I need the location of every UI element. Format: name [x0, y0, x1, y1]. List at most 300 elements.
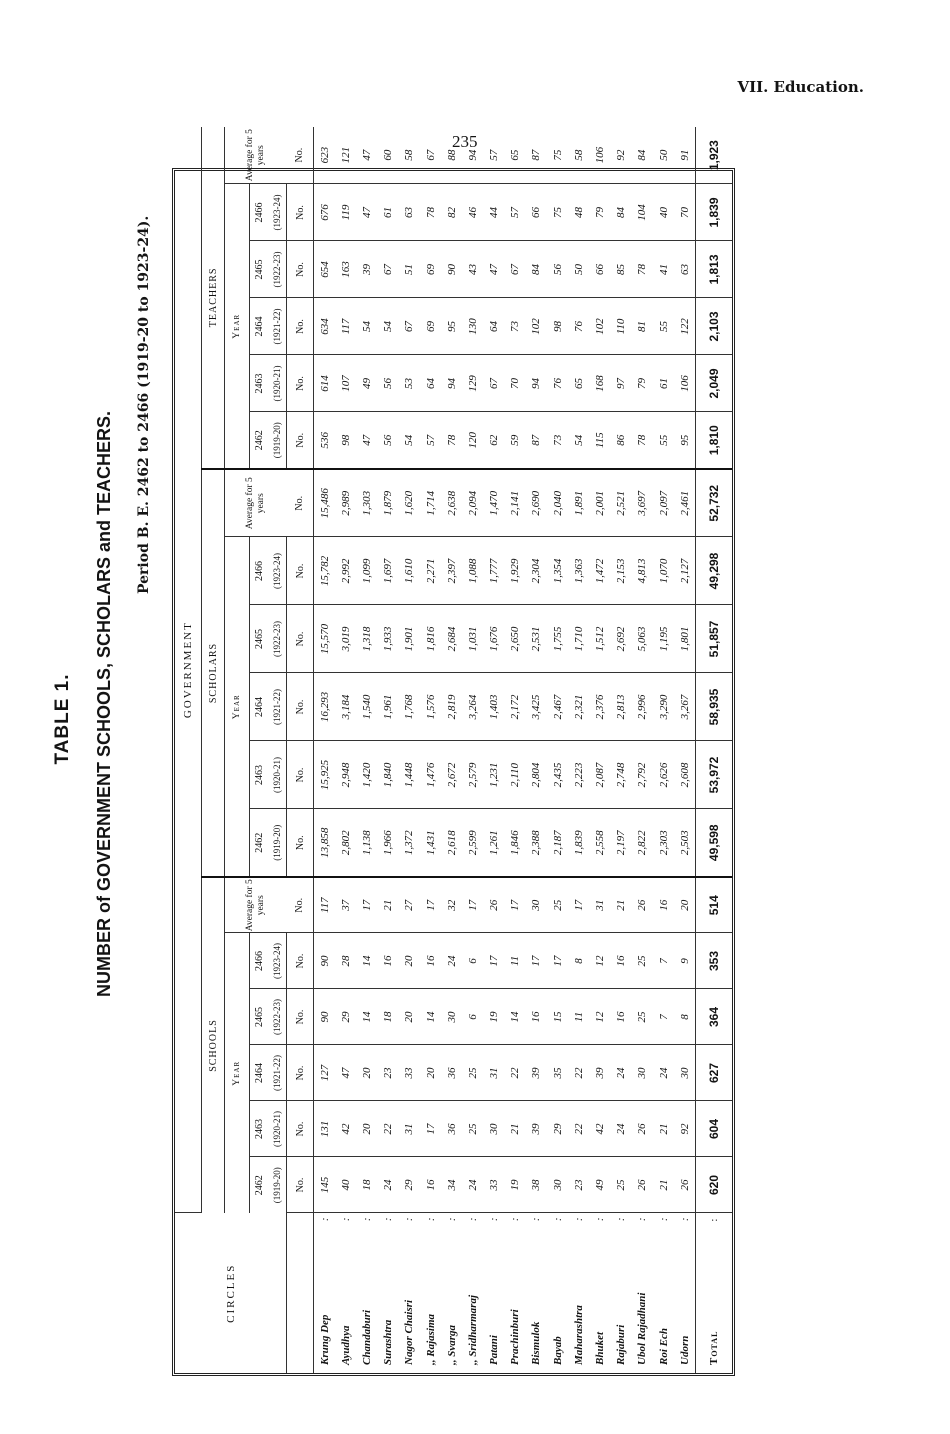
teachers-cell: 84 [632, 127, 653, 184]
schools-cell: 25 [611, 1157, 632, 1213]
schools-year-ce-2462: (1919-20) [268, 1157, 287, 1213]
teachers-cell: 94 [441, 355, 462, 412]
scholars-cell: 1,363 [568, 537, 589, 605]
scholars-cell: 1,512 [589, 605, 610, 673]
schools-cell: 8 [674, 989, 696, 1045]
scholars-cell: 1,839 [568, 809, 589, 877]
teachers-cell: 676 [314, 184, 336, 241]
teachers-cell: 102 [589, 298, 610, 355]
schools-cell: 18 [356, 1157, 377, 1213]
circle-label: Nagor Chaisri [403, 1299, 416, 1365]
scholars-year-ce-2463: (1920-21) [268, 741, 287, 809]
schools-cell: 39 [526, 1045, 547, 1101]
scholars-cell: 1,472 [589, 537, 610, 605]
scholars-year-ce-2466: (1923-24) [268, 537, 287, 605]
teachers-cell: 536 [314, 412, 336, 469]
leader-dots: : [594, 1217, 607, 1222]
schools-cell: 90 [314, 989, 336, 1045]
scholars-cell: 3,019 [335, 605, 356, 673]
teachers-cell: 90 [441, 241, 462, 298]
teachers-cell: 95 [674, 412, 696, 469]
table-row [335, 127, 356, 1373]
teachers-year-ce-2466: (1923-24) [268, 184, 287, 241]
circle-label: ,, Sridharmaraj [466, 1295, 479, 1365]
circle-label: Roi Ech [657, 1328, 670, 1365]
scholars-cell: 1,431 [420, 809, 441, 877]
scholars-cell: 2,558 [589, 809, 610, 877]
teachers-cell: 62 [484, 412, 505, 469]
teachers-cell: 81 [632, 298, 653, 355]
total-schools-cell: 514 [696, 877, 733, 933]
schools-unit-label: No. [287, 877, 314, 933]
schools-year-ce-2465: (1922-23) [268, 989, 287, 1045]
schools-cell: 31 [484, 1045, 505, 1101]
teachers-cell: 94 [526, 355, 547, 412]
schools-cell: 17 [420, 1101, 441, 1157]
schools-cell: 16 [420, 933, 441, 989]
scholars-cell: 2,303 [653, 809, 674, 877]
teachers-cell: 65 [568, 355, 589, 412]
scholars-cell: 2,672 [441, 741, 462, 809]
scholars-cell: 1,768 [399, 673, 420, 741]
schools-cell: 92 [674, 1101, 696, 1157]
schools-cell: 17 [526, 933, 547, 989]
teachers-cell: 654 [314, 241, 336, 298]
teachers-cell: 106 [674, 355, 696, 412]
scholars-cell: 2,223 [568, 741, 589, 809]
table-row [611, 127, 632, 1373]
teachers-cell: 66 [589, 241, 610, 298]
schools-cell: 14 [505, 989, 526, 1045]
scholars-cell: 2,040 [547, 469, 568, 537]
total-schools-cell: 364 [696, 989, 733, 1045]
scholars-cell: 2,531 [526, 605, 547, 673]
schools-cell: 25 [462, 1101, 483, 1157]
scholars-cell: 2,996 [632, 673, 653, 741]
schools-cell: 20 [674, 877, 696, 933]
schools-cell: 16 [653, 877, 674, 933]
schools-cell: 30 [674, 1045, 696, 1101]
leader-dots: : [636, 1217, 649, 1222]
schools-cell: 22 [505, 1045, 526, 1101]
teachers-unit-label: No. [287, 127, 314, 184]
schools-cell: 26 [674, 1157, 696, 1213]
teachers-cell: 64 [420, 355, 441, 412]
schools-cell: 11 [568, 989, 589, 1045]
units-blank [287, 1213, 314, 1373]
teachers-cell: 78 [441, 412, 462, 469]
teachers-cell: 67 [378, 241, 399, 298]
teachers-unit-label: No. [287, 298, 314, 355]
scholars-cell: 2,690 [526, 469, 547, 537]
teachers-cell: 104 [632, 184, 653, 241]
teachers-cell: 98 [335, 412, 356, 469]
table-row [484, 127, 505, 1373]
scholars-unit-label: No. [287, 469, 314, 537]
circle-label: Bayab [551, 1336, 564, 1365]
schools-cell: 26 [632, 877, 653, 933]
circle-name [378, 1213, 399, 1373]
circle-name [589, 1213, 610, 1373]
scholars-cell: 2,626 [653, 741, 674, 809]
teachers-avg-header: Average for 5 years [225, 127, 287, 184]
schools-cell: 16 [420, 1157, 441, 1213]
teachers-cell: 97 [611, 355, 632, 412]
teachers-cell: 95 [441, 298, 462, 355]
teachers-cell: 61 [378, 184, 399, 241]
teachers-cell: 56 [378, 412, 399, 469]
schools-cell: 6 [462, 989, 483, 1045]
teachers-cell: 57 [505, 184, 526, 241]
teachers-cell: 47 [356, 412, 377, 469]
teachers-cell: 87 [526, 127, 547, 184]
teachers-cell: 54 [568, 412, 589, 469]
table-row [589, 127, 610, 1373]
scholars-cell: 3,267 [674, 673, 696, 741]
leader-dots: : [678, 1217, 691, 1222]
scholars-cell: 2,461 [674, 469, 696, 537]
scholars-cell: 2,087 [589, 741, 610, 809]
teachers-cell: 634 [314, 298, 336, 355]
teachers-cell: 78 [420, 184, 441, 241]
table-row [653, 127, 674, 1373]
total-teachers-cell: 1,813 [696, 241, 733, 298]
schools-cell: 36 [441, 1101, 462, 1157]
teachers-cell: 56 [378, 355, 399, 412]
schools-cell: 14 [356, 933, 377, 989]
schools-cell: 25 [462, 1045, 483, 1101]
schools-year-2464: 2464 [250, 1045, 269, 1101]
schools-cell: 24 [653, 1045, 674, 1101]
circle-label: Ayudhya [339, 1325, 352, 1365]
teachers-cell: 41 [653, 241, 674, 298]
schools-unit-label: No. [287, 933, 314, 989]
scholars-cell: 1,620 [399, 469, 420, 537]
teachers-cell: 63 [399, 184, 420, 241]
teachers-cell: 63 [674, 241, 696, 298]
scholars-cell: 1,031 [462, 605, 483, 673]
scholars-cell: 2,397 [441, 537, 462, 605]
scholars-cell: 1,816 [420, 605, 441, 673]
total-scholars-cell: 58,935 [696, 673, 733, 741]
schools-cell: 18 [378, 989, 399, 1045]
scholars-cell: 2,521 [611, 469, 632, 537]
scholars-cell: 3,697 [632, 469, 653, 537]
scholars-cell: 1,961 [378, 673, 399, 741]
schools-cell: 29 [335, 989, 356, 1045]
schools-cell: 20 [399, 989, 420, 1045]
schools-cell: 20 [399, 933, 420, 989]
scholars-cell: 2,388 [526, 809, 547, 877]
scholars-cell: 2,153 [611, 537, 632, 605]
circle-label: Chandaburi [360, 1309, 373, 1365]
teachers-cell: 614 [314, 355, 336, 412]
scholars-cell: 2,094 [462, 469, 483, 537]
scholars-cell: 1,755 [547, 605, 568, 673]
circle-name [674, 1213, 696, 1373]
table-row [356, 127, 377, 1373]
scholars-cell: 3,184 [335, 673, 356, 741]
scholars-cell: 1,138 [356, 809, 377, 877]
scholars-cell: 1,801 [674, 605, 696, 673]
scholars-cell: 2,172 [505, 673, 526, 741]
table-row [462, 127, 483, 1373]
scholars-cell: 2,187 [547, 809, 568, 877]
circle-name [335, 1213, 356, 1373]
circle-name [462, 1213, 483, 1373]
circle-label: Prachinburi [509, 1309, 522, 1365]
scholars-cell: 2,813 [611, 673, 632, 741]
schools-year-ce-2464: (1921-22) [268, 1045, 287, 1101]
schools-cell: 19 [505, 1157, 526, 1213]
teachers-cell: 121 [335, 127, 356, 184]
scholars-year-2463: 2463 [250, 741, 269, 809]
schools-cell: 34 [441, 1157, 462, 1213]
teachers-cell: 78 [632, 412, 653, 469]
schools-cell: 17 [568, 877, 589, 933]
teachers-cell: 130 [462, 298, 483, 355]
teachers-cell: 58 [399, 127, 420, 184]
teachers-cell: 84 [611, 184, 632, 241]
circle-name [356, 1213, 377, 1373]
teachers-cell: 47 [356, 127, 377, 184]
teachers-cell: 92 [611, 127, 632, 184]
schools-cell: 16 [611, 989, 632, 1045]
scholars-unit-label: No. [287, 605, 314, 673]
teachers-cell: 50 [653, 127, 674, 184]
leader-dots: : [424, 1217, 437, 1222]
teachers-cell: 110 [611, 298, 632, 355]
schools-cell: 7 [653, 933, 674, 989]
teachers-cell: 129 [462, 355, 483, 412]
schools-cell: 25 [632, 933, 653, 989]
schools-cell: 25 [547, 877, 568, 933]
teachers-cell: 98 [547, 298, 568, 355]
teachers-cell: 47 [356, 184, 377, 241]
table-row [505, 127, 526, 1373]
schools-cell: 8 [568, 933, 589, 989]
schools-cell: 33 [399, 1045, 420, 1101]
scholars-header: SCHOLARS [202, 469, 225, 877]
teachers-cell: 75 [547, 184, 568, 241]
teachers-cell: 54 [378, 298, 399, 355]
teachers-unit-label: No. [287, 355, 314, 412]
schools-cell: 16 [378, 933, 399, 989]
schools-cell: 28 [335, 933, 356, 989]
leader-dots: : [530, 1217, 543, 1222]
teachers-cell: 69 [420, 298, 441, 355]
schools-cell: 29 [547, 1101, 568, 1157]
teachers-cell: 73 [505, 298, 526, 355]
schools-cell: 39 [526, 1101, 547, 1157]
total-teachers-cell: 1,923 [696, 127, 733, 184]
scholars-cell: 1,195 [653, 605, 674, 673]
schools-cell: 24 [378, 1157, 399, 1213]
leader-dots: : [466, 1217, 479, 1222]
schools-cell: 38 [526, 1157, 547, 1213]
scholars-cell: 1,420 [356, 741, 377, 809]
schools-cell: 24 [611, 1045, 632, 1101]
teachers-cell: 87 [526, 412, 547, 469]
table-row [441, 127, 462, 1373]
teachers-cell: 70 [505, 355, 526, 412]
schools-cell: 20 [356, 1101, 377, 1157]
total-scholars-cell: 53,972 [696, 741, 733, 809]
schools-cell: 25 [632, 989, 653, 1045]
teachers-year-2466: 2466 [250, 184, 269, 241]
scholars-cell: 1,231 [484, 741, 505, 809]
teachers-year-2464: 2464 [250, 298, 269, 355]
scholars-avg-header: Average for 5 years [225, 469, 287, 537]
scholars-cell: 2,618 [441, 809, 462, 877]
scholars-cell: 1,540 [356, 673, 377, 741]
schools-unit-label: No. [287, 1101, 314, 1157]
schools-unit-label: No. [287, 1045, 314, 1101]
schools-avg-header: Average for 5 years [225, 877, 287, 933]
scholars-cell: 2,503 [674, 809, 696, 877]
circle-label: Krung Dep [318, 1314, 331, 1365]
scholars-cell: 1,372 [399, 809, 420, 877]
scholars-cell: 2,271 [420, 537, 441, 605]
schools-cell: 42 [589, 1101, 610, 1157]
schools-cell: 27 [399, 877, 420, 933]
schools-cell: 15 [547, 989, 568, 1045]
teachers-cell: 57 [420, 412, 441, 469]
schools-cell: 17 [505, 877, 526, 933]
teachers-cell: 122 [674, 298, 696, 355]
teachers-unit-label: No. [287, 412, 314, 469]
teachers-cell: 50 [568, 241, 589, 298]
scholars-cell: 2,141 [505, 469, 526, 537]
scholars-cell: 1,714 [420, 469, 441, 537]
teachers-cell: 44 [484, 184, 505, 241]
schools-cell: 23 [378, 1045, 399, 1101]
scholars-year-2462: 2462 [250, 809, 269, 877]
leader-dots: : [708, 1217, 721, 1222]
schools-cell: 30 [484, 1101, 505, 1157]
schools-cell: 17 [484, 933, 505, 989]
scholars-cell: 1,933 [378, 605, 399, 673]
scholars-cell: 2,321 [568, 673, 589, 741]
teachers-cell: 76 [547, 355, 568, 412]
teachers-cell: 67 [420, 127, 441, 184]
schools-cell: 17 [420, 877, 441, 933]
scholars-unit-label: No. [287, 673, 314, 741]
table-row [632, 127, 653, 1373]
leader-dots: : [339, 1217, 352, 1222]
total-schools-cell: 353 [696, 933, 733, 989]
teachers-year-ce-2464: (1921-22) [268, 298, 287, 355]
schools-cell: 19 [484, 989, 505, 1045]
teachers-cell: 64 [484, 298, 505, 355]
schools-cell: 37 [335, 877, 356, 933]
teachers-cell: 168 [589, 355, 610, 412]
teachers-cell: 117 [335, 298, 356, 355]
scholars-cell: 2,748 [611, 741, 632, 809]
teachers-cell: 55 [653, 298, 674, 355]
table-row [314, 127, 336, 1373]
teachers-cell: 43 [462, 241, 483, 298]
total-teachers-cell: 1,839 [696, 184, 733, 241]
schools-cell: 23 [568, 1157, 589, 1213]
scholars-cell: 1,088 [462, 537, 483, 605]
table-title: TABLE 1. [52, 673, 73, 765]
schools-cell: 35 [547, 1045, 568, 1101]
scholars-cell: 15,782 [314, 537, 336, 605]
teachers-cell: 47 [484, 241, 505, 298]
circle-label: Maharashtra [572, 1305, 585, 1365]
teachers-cell: 102 [526, 298, 547, 355]
schools-cell: 17 [356, 877, 377, 933]
circle-label: Bhuket [594, 1331, 607, 1365]
scholars-cell: 3,290 [653, 673, 674, 741]
teachers-cell: 61 [653, 355, 674, 412]
scholars-cell: 2,992 [335, 537, 356, 605]
total-label-text: Total [708, 1330, 721, 1365]
scholars-cell: 2,948 [335, 741, 356, 809]
circle-name [484, 1213, 505, 1373]
teachers-cell: 51 [399, 241, 420, 298]
schools-cell: 11 [505, 933, 526, 989]
schools-cell: 7 [653, 989, 674, 1045]
scholars-cell: 16,293 [314, 673, 336, 741]
total-scholars-cell: 49,598 [696, 809, 733, 877]
schools-cell: 9 [674, 933, 696, 989]
schools-cell: 32 [441, 877, 462, 933]
scholars-cell: 5,063 [632, 605, 653, 673]
teachers-cell: 54 [356, 298, 377, 355]
total-row [696, 127, 733, 1373]
scholars-cell: 2,304 [526, 537, 547, 605]
scholars-unit-label: No. [287, 741, 314, 809]
scholars-cell: 2,376 [589, 673, 610, 741]
circle-label: Patani [488, 1335, 501, 1365]
scholars-cell: 1,318 [356, 605, 377, 673]
scholars-cell: 2,638 [441, 469, 462, 537]
schools-cell: 21 [653, 1157, 674, 1213]
teachers-cell: 85 [611, 241, 632, 298]
scholars-cell: 2,599 [462, 809, 483, 877]
teachers-year-2463: 2463 [250, 355, 269, 412]
leader-dots: : [382, 1217, 395, 1222]
schools-cell: 14 [356, 989, 377, 1045]
circles-header: CIRCLES [175, 1213, 287, 1373]
schools-cell: 131 [314, 1101, 336, 1157]
schools-cell: 21 [653, 1101, 674, 1157]
scholars-cell: 1,354 [547, 537, 568, 605]
leader-dots: : [509, 1217, 522, 1222]
schools-cell: 26 [484, 877, 505, 933]
schools-cell: 17 [547, 933, 568, 989]
total-scholars-cell: 52,732 [696, 469, 733, 537]
teachers-year-2462: 2462 [250, 412, 269, 469]
schools-header: SCHOOLS [202, 877, 225, 1213]
scholars-year-header: Year [225, 537, 250, 877]
schools-cell: 30 [632, 1045, 653, 1101]
schools-year-2466: 2466 [250, 933, 269, 989]
teachers-cell: 56 [547, 241, 568, 298]
total-teachers-cell: 2,049 [696, 355, 733, 412]
circle-label: Bismulok [530, 1321, 543, 1365]
circle-name [568, 1213, 589, 1373]
teachers-cell: 40 [653, 184, 674, 241]
scholars-year-2464: 2464 [250, 673, 269, 741]
teachers-cell: 82 [441, 184, 462, 241]
schools-year-header: Year [225, 933, 250, 1213]
scholars-cell: 1,777 [484, 537, 505, 605]
schools-cell: 22 [568, 1101, 589, 1157]
scholars-cell: 1,697 [378, 537, 399, 605]
